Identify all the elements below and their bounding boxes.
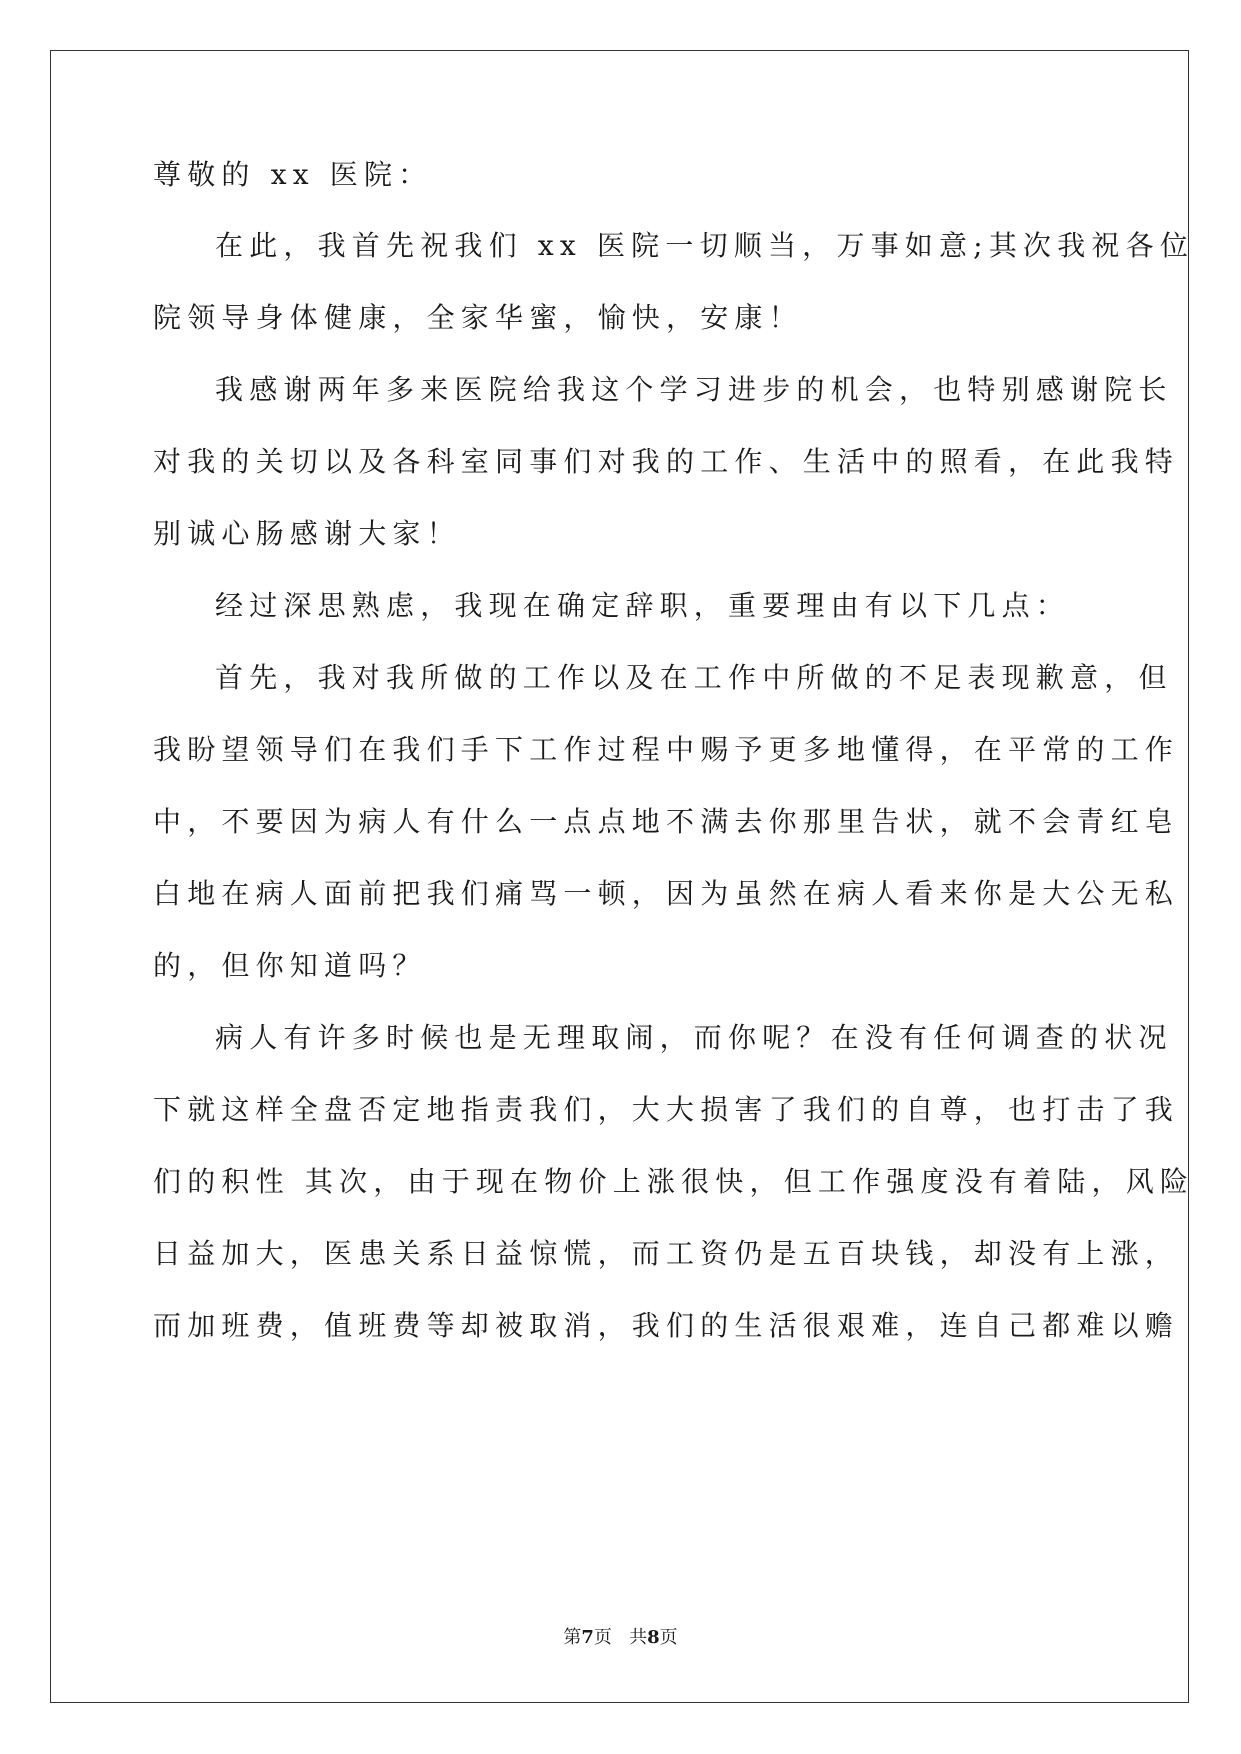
text-line: 我感谢两年多来医院给我这个学习进步的机会，也特别感谢院长	[215, 373, 1173, 406]
text-line: 白地在病人面前把我们痛骂一顿，因为虽然在病人看来你是大公无私	[153, 877, 1180, 910]
total-suffix: 页	[659, 1627, 678, 1648]
text-line: 首先，我对我所做的工作以及在工作中所做的不足表现歉意，但	[215, 661, 1173, 694]
text-line: 日益加大，医患关系日益惊慌，而工资仍是五百块钱，却没有上涨，	[153, 1237, 1180, 1270]
page-footer	[0, 1626, 1241, 1650]
page-number: 7	[581, 1627, 594, 1648]
total-prefix: 共	[629, 1627, 648, 1648]
page-prefix: 第	[563, 1627, 582, 1648]
text-line: 我盼望领导们在我们手下工作过程中赐予更多地懂得，在平常的工作	[153, 733, 1180, 766]
page-suffix: 页	[593, 1627, 612, 1648]
text-line: 别诚心肠感谢大家！	[153, 517, 461, 550]
text-line: 而加班费，值班费等却被取消，我们的生活很艰难，连自己都难以赡	[153, 1309, 1180, 1342]
text-line: 在此，我首先祝我们 xx 医院一切顺当，万事如意;其次我祝各位	[215, 229, 1195, 262]
text-line: 们的积性 其次，由于现在物价上涨很快，但工作强度没有着陆，风险	[153, 1165, 1195, 1198]
text-line: 病人有许多时候也是无理取闹，而你呢？在没有任何调查的状况	[215, 1021, 1173, 1054]
salutation: 尊敬的 xx 医院：	[153, 158, 433, 191]
text-line: 经过深思熟虑，我现在确定辞职，重要理由有以下几点：	[215, 589, 1071, 622]
text-line: 对我的关切以及各科室同事们对我的工作、生活中的照看，在此我特	[153, 445, 1180, 478]
text-line: 院领导身体健康，全家华蜜，愉快，安康！	[153, 301, 803, 334]
total-pages: 8	[647, 1627, 660, 1648]
text-line: 中，不要因为病人有什么一点点地不满去你那里告状，就不会青红皂	[153, 805, 1180, 838]
text-line: 的，但你知道吗？	[153, 949, 427, 982]
text-line: 下就这样全盘否定地指责我们，大大损害了我们的自尊，也打击了我	[153, 1093, 1180, 1126]
